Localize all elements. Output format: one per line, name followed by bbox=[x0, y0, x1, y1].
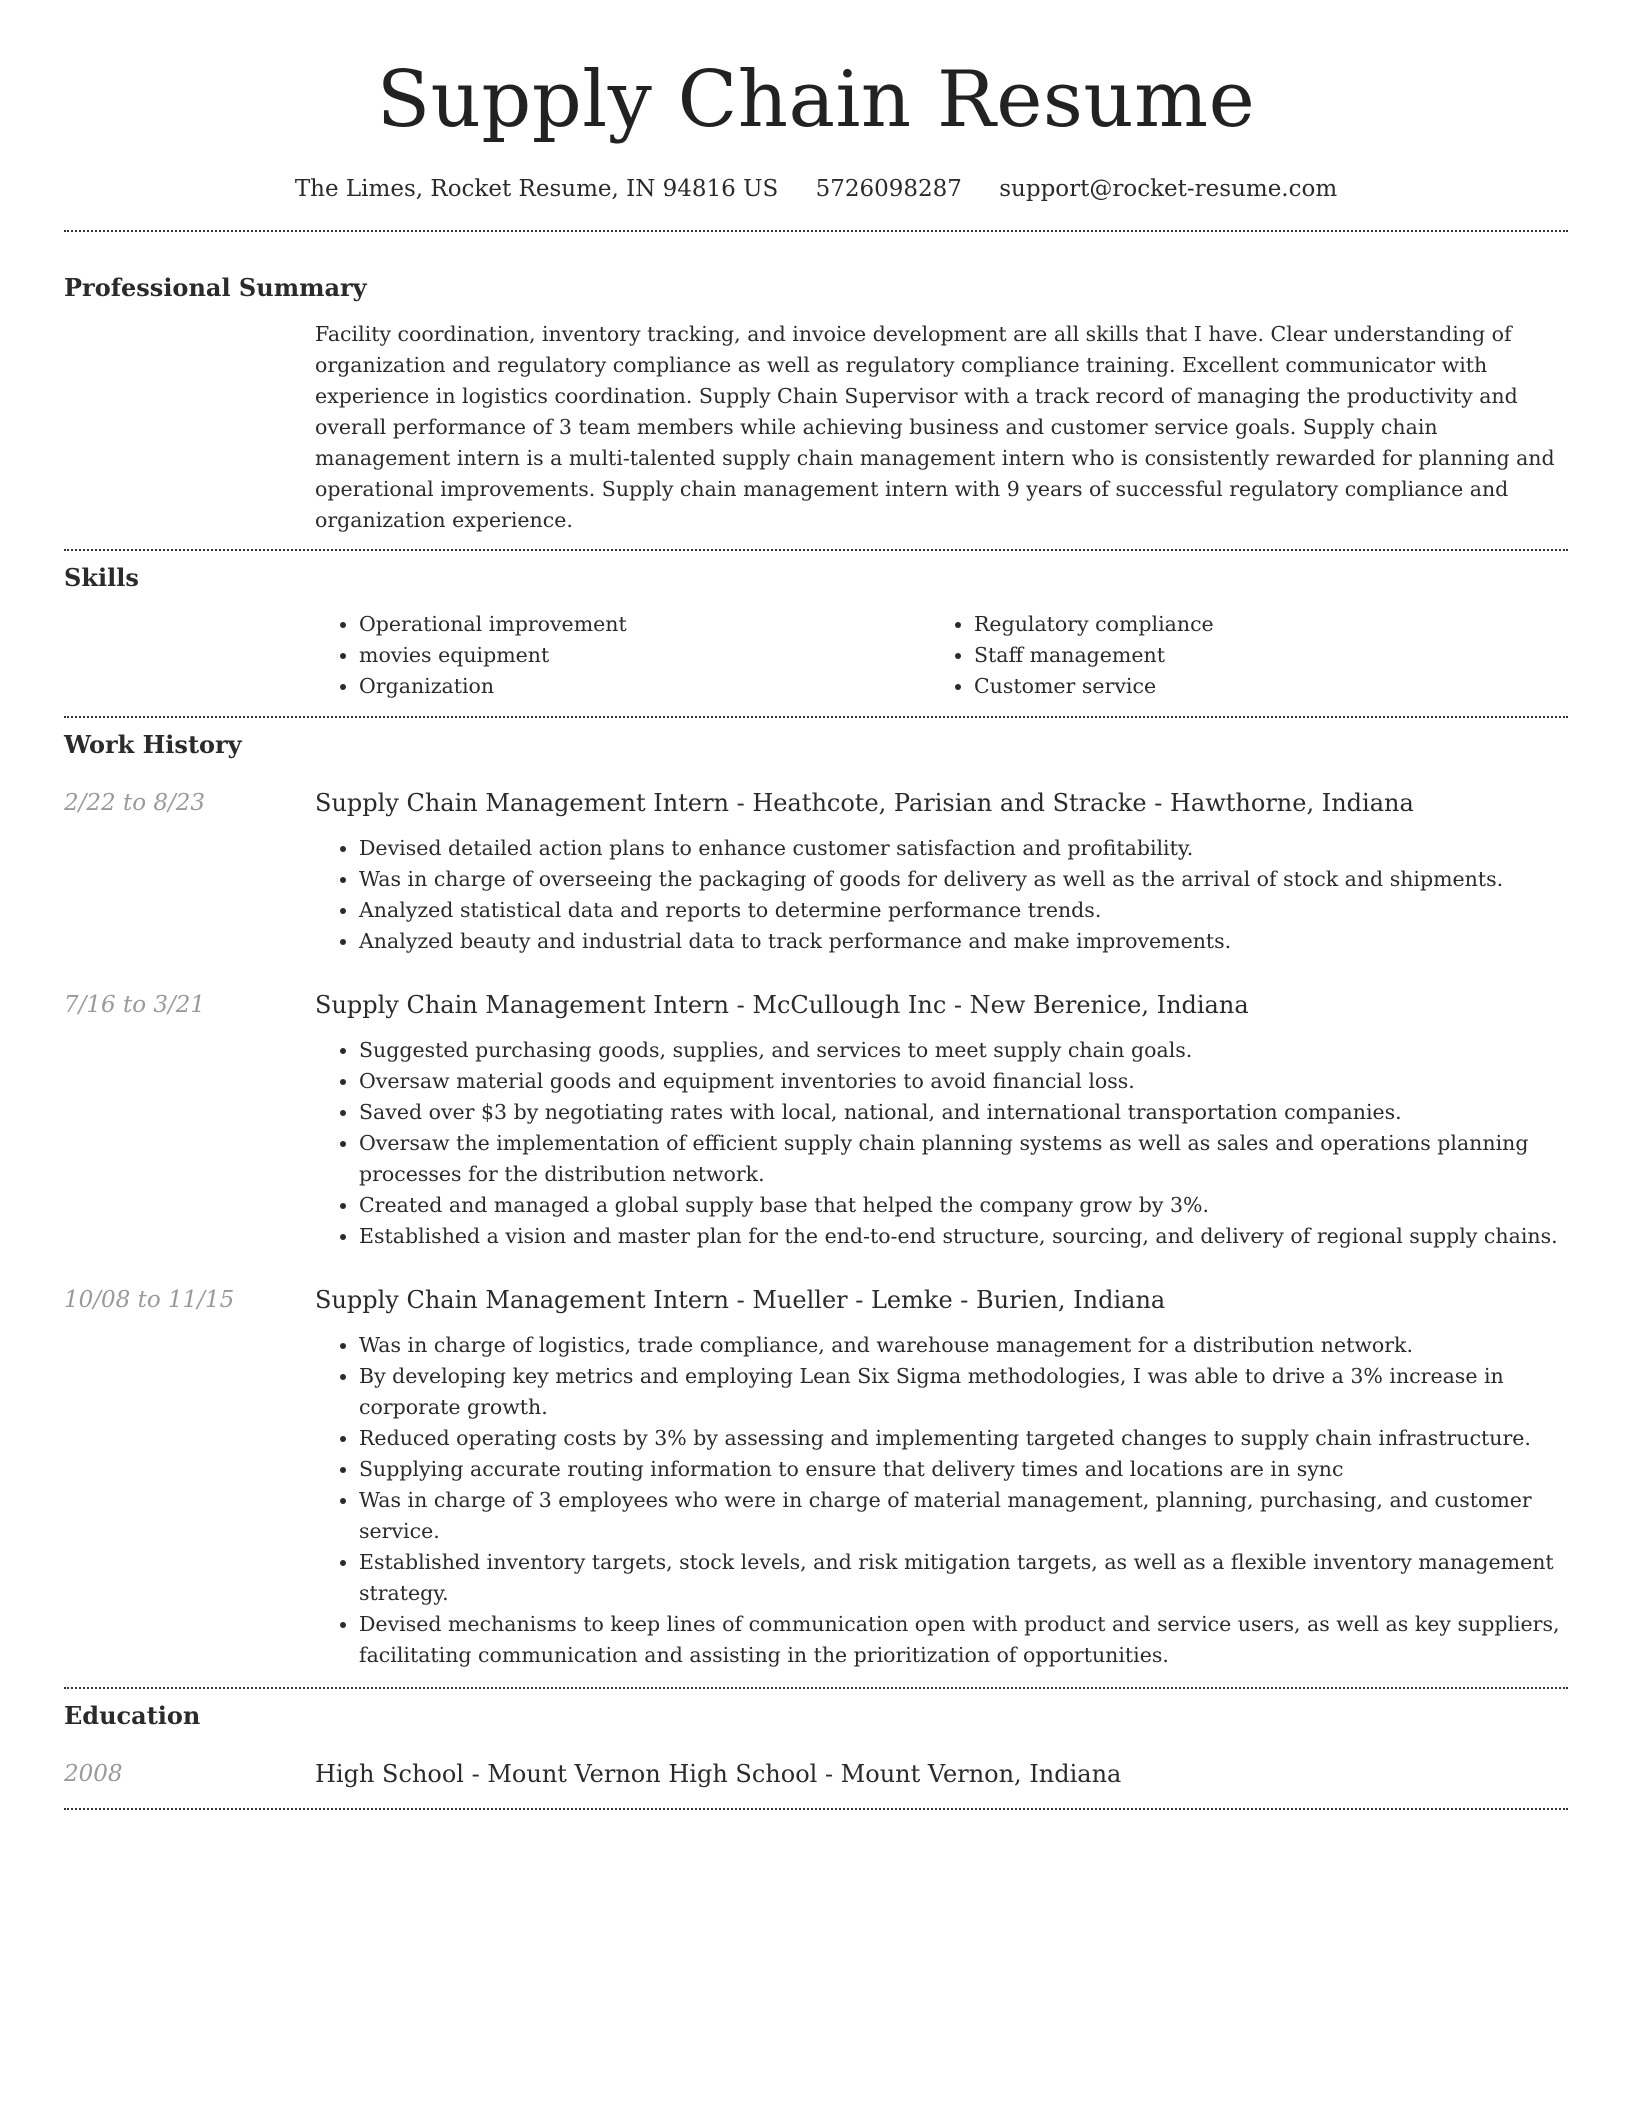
contact-phone: 5726098287 bbox=[815, 176, 962, 202]
job-bullet: • Was in charge of 3 employees who were in charge of material management, planning, purchasing, and customer service. bbox=[359, 1485, 1568, 1547]
job-bullet: • Oversaw material goods and equipment inventories to avoid financial loss. bbox=[359, 1066, 1568, 1097]
job-bullet: • Devised mechanisms to keep lines of communication open with product and service users, as well as key suppliers, facilitating communication and assisting in the prioritization of opportunities. bbox=[359, 1609, 1568, 1671]
resume-title: Supply Chain Resume bbox=[376, 55, 1256, 145]
job-entry bbox=[64, 787, 1568, 957]
job-heading: Supply Chain Management Intern - Heathcote, Parisian and Stracke - Hawthorne, Indiana bbox=[315, 789, 1414, 817]
skill-item: • Operational improvement bbox=[359, 609, 930, 640]
skills-column-left bbox=[315, 609, 930, 702]
skill-item: • Organization bbox=[359, 671, 930, 702]
job-entry bbox=[64, 1284, 1568, 1671]
education-year: 2008 bbox=[64, 1761, 123, 1787]
skills-list bbox=[315, 609, 1568, 702]
education-entry bbox=[64, 1758, 1568, 1790]
job-bullet: • Analyzed beauty and industrial data to track performance and make improvements. bbox=[359, 926, 1568, 957]
skill-item: • Customer service bbox=[974, 671, 1545, 702]
contact-email: support@rocket-resume.com bbox=[999, 176, 1338, 202]
skills-column-right bbox=[930, 609, 1545, 702]
skill-item: • Regulatory compliance bbox=[974, 609, 1545, 640]
job-bullet: • Was in charge of overseeing the packaging of goods for delivery as well as the arrival of stock and shipments. bbox=[359, 864, 1568, 895]
contact-line bbox=[64, 174, 1568, 204]
work-title: Work History bbox=[64, 730, 242, 759]
job-bullet: • Was in charge of logistics, trade compliance, and warehouse management for a distribution network. bbox=[359, 1330, 1568, 1361]
job-bullet: • Suggested purchasing goods, supplies, and services to meet supply chain goals. bbox=[359, 1035, 1568, 1066]
summary-section bbox=[64, 272, 1568, 536]
skill-item: • Staff management bbox=[974, 640, 1545, 671]
job-bullets bbox=[315, 1330, 1568, 1671]
job-bullet: • Established inventory targets, stock levels, and risk mitigation targets, as well as a flexible inventory management strategy. bbox=[359, 1547, 1568, 1609]
job-heading: Supply Chain Management Intern - Mueller - Lemke - Burien, Indiana bbox=[315, 1286, 1166, 1314]
education-section bbox=[64, 1700, 1568, 1790]
job-dates: 10/08 to 11/15 bbox=[64, 1287, 235, 1313]
education-divider bbox=[64, 1808, 1568, 1810]
job-bullets bbox=[315, 833, 1568, 957]
job-body bbox=[315, 989, 1568, 1252]
job-body bbox=[315, 1284, 1568, 1671]
summary-title: Professional Summary bbox=[64, 273, 367, 302]
job-bullets bbox=[315, 1035, 1568, 1252]
job-bullet: • Supplying accurate routing information to ensure that delivery times and locations are in sync bbox=[359, 1454, 1568, 1485]
job-bullet: • By developing key metrics and employing Lean Six Sigma methodologies, I was able to drive a 3% increase in corporate growth. bbox=[359, 1361, 1568, 1423]
skills-divider bbox=[64, 716, 1568, 718]
summary-divider bbox=[64, 549, 1568, 551]
job-bullet: • Created and managed a global supply base that helped the company grow by 3%. bbox=[359, 1190, 1568, 1221]
job-bullet: • Established a vision and master plan for the end-to-end structure, sourcing, and delivery of regional supply chains. bbox=[359, 1221, 1568, 1252]
header-divider bbox=[64, 230, 1568, 232]
job-bullet: • Oversaw the implementation of efficient supply chain planning systems as well as sales and operations planning processes for the distribution network. bbox=[359, 1128, 1568, 1190]
skill-item: • movies equipment bbox=[359, 640, 930, 671]
contact-address: The Limes, Rocket Resume, IN 94816 US bbox=[294, 176, 779, 202]
skills-title: Skills bbox=[64, 563, 139, 592]
job-entry bbox=[64, 989, 1568, 1252]
job-body bbox=[315, 787, 1568, 957]
job-bullet: • Devised detailed action plans to enhance customer satisfaction and profitability. bbox=[359, 833, 1568, 864]
skills-section bbox=[64, 562, 1568, 702]
summary-text: Facility coordination, inventory tracking, and invoice development are all skills that I have. Clear understanding of organization and regulatory compliance as well as regulatory compliance training. Excellent communicator with experience in logistics coordination. Supply Chain Supervisor with a track record of managing the productivity and overall performance of 3 team members while achieving business and customer service goals. Supply chain management intern is a multi-talented supply chain management intern who is consistently rewarded for planning and operational improvements. Supply chain management intern with 9 years of successful regulatory compliance and organization experience. bbox=[315, 322, 1555, 532]
education-heading: High School - Mount Vernon High School - Mount Vernon, Indiana bbox=[315, 1760, 1122, 1788]
job-bullet: • Saved over $3 by negotiating rates with local, national, and international transportation companies. bbox=[359, 1097, 1568, 1128]
job-dates: 2/22 to 8/23 bbox=[64, 790, 206, 816]
education-body bbox=[315, 1758, 1568, 1790]
education-title: Education bbox=[64, 1701, 201, 1730]
job-bullet: • Analyzed statistical data and reports to determine performance trends. bbox=[359, 895, 1568, 926]
work-divider bbox=[64, 1687, 1568, 1689]
job-bullet: • Reduced operating costs by 3% by assessing and implementing targeted changes to supply chain infrastructure. bbox=[359, 1423, 1568, 1454]
job-dates: 7/16 to 3/21 bbox=[64, 992, 206, 1018]
work-section bbox=[64, 729, 1568, 1671]
job-heading: Supply Chain Management Intern - McCullough Inc - New Berenice, Indiana bbox=[315, 991, 1249, 1019]
